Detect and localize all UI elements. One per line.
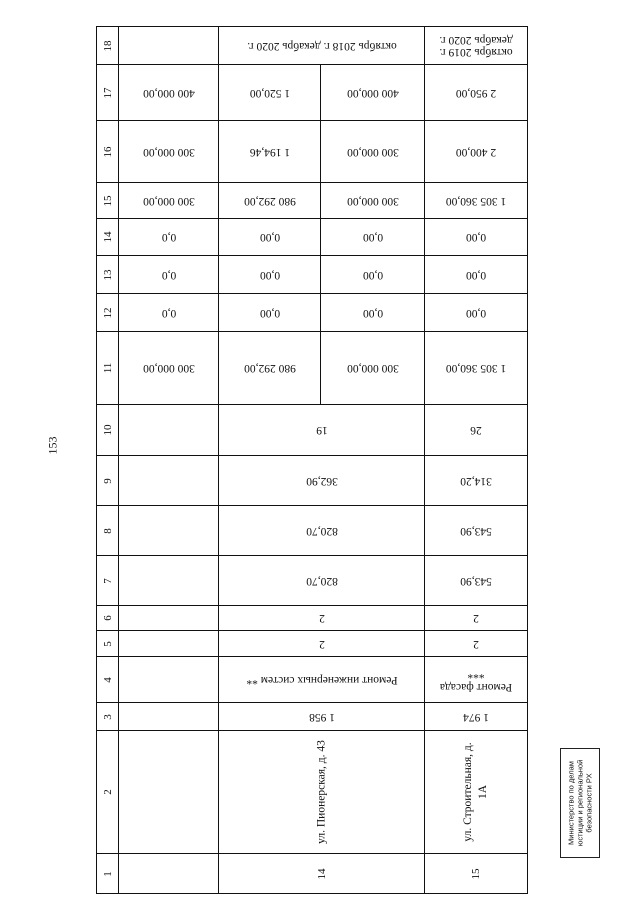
cell: 0,00 <box>321 256 425 294</box>
table-row <box>97 27 528 65</box>
header-cell-9: 9 <box>97 456 119 506</box>
cell <box>119 405 219 456</box>
cell: 0,0 <box>119 294 219 332</box>
cell: 300 000,00 <box>119 121 219 183</box>
cell: 980 292,00 <box>219 183 321 219</box>
cell <box>119 606 219 631</box>
header-cell-12: 12 <box>97 294 119 332</box>
header-cell-2: 2 <box>97 731 119 854</box>
table-row <box>97 556 528 606</box>
cell: 300 000,00 <box>321 183 425 219</box>
table-row <box>97 456 528 506</box>
cell: 0,00 <box>219 219 321 256</box>
table-row <box>97 183 528 219</box>
grid <box>96 26 528 894</box>
cell: 362,90 <box>219 456 425 506</box>
table-row <box>97 121 528 183</box>
table-row <box>97 65 528 121</box>
table-row <box>97 294 528 332</box>
cell: 0,00 <box>321 294 425 332</box>
cell: 0,0 <box>119 219 219 256</box>
cell: 19 <box>219 405 425 456</box>
cell: 0,00 <box>425 219 528 256</box>
cell <box>119 506 219 556</box>
header-cell-7: 7 <box>97 556 119 606</box>
table-row <box>97 854 528 894</box>
table-row <box>97 731 528 854</box>
cell: 400 000,00 <box>119 65 219 121</box>
cell: 1 194,46 <box>219 121 321 183</box>
page-number: 153 <box>45 436 60 455</box>
cell: 820,70 <box>219 506 425 556</box>
cell: Ремонт фасада *** <box>425 657 528 703</box>
header-cell-17: 17 <box>97 65 119 121</box>
cell: 300 000,00 <box>119 332 219 405</box>
cell: 1 305 360,00 <box>425 332 528 405</box>
cell: 820,70 <box>219 556 425 606</box>
header-cell-6: 6 <box>97 606 119 631</box>
header-cell-18: 18 <box>97 27 119 65</box>
cell: 26 <box>425 405 528 456</box>
cell <box>119 854 219 894</box>
cell: 300 000,00 <box>119 183 219 219</box>
cell <box>119 657 219 703</box>
cell: 980 292,00 <box>219 332 321 405</box>
table-row <box>97 256 528 294</box>
cell: 400 000,00 <box>321 65 425 121</box>
cell: 2 <box>219 606 425 631</box>
cell: 2 <box>425 606 528 631</box>
cell: 300 000,00 <box>321 332 425 405</box>
cell: 2 400,00 <box>425 121 528 183</box>
table-row <box>97 332 528 405</box>
table-row <box>97 219 528 256</box>
cell: ул. Строительная, д. 1А <box>425 731 528 854</box>
registration-stamp <box>560 748 600 858</box>
header-cell-11: 11 <box>97 332 119 405</box>
cell: Ремонт инженерных систем ** <box>219 657 425 703</box>
cell: октябрь 2018 г. декабрь 2020 г. <box>219 27 425 65</box>
cell: 0,00 <box>219 256 321 294</box>
capital-repair-table <box>96 26 527 879</box>
header-cell-1: 1 <box>97 854 119 894</box>
header-cell-16: 16 <box>97 121 119 183</box>
stamp-text: Министерство по делам юстиции и региональной безопасности РХ <box>566 759 594 847</box>
cell: ул. Пионерская, д. 43 <box>219 731 425 854</box>
cell: 2 950,00 <box>425 65 528 121</box>
cell <box>119 556 219 606</box>
cell: 15 <box>425 854 528 894</box>
cell: 1 958 <box>219 703 425 731</box>
cell: 0,00 <box>425 294 528 332</box>
cell: 314,20 <box>425 456 528 506</box>
cell <box>119 456 219 506</box>
cell: 14 <box>219 854 425 894</box>
header-cell-14: 14 <box>97 219 119 256</box>
table-row <box>97 631 528 657</box>
cell: 0,00 <box>321 219 425 256</box>
cell: 543,90 <box>425 506 528 556</box>
cell: 1 520,00 <box>219 65 321 121</box>
cell: 2 <box>219 631 425 657</box>
cell <box>119 631 219 657</box>
header-cell-13: 13 <box>97 256 119 294</box>
header-cell-10: 10 <box>97 405 119 456</box>
cell: 1 305 360,00 <box>425 183 528 219</box>
table-row <box>97 703 528 731</box>
table-row <box>97 606 528 631</box>
cell <box>119 27 219 65</box>
cell: 543,90 <box>425 556 528 606</box>
table-row <box>97 506 528 556</box>
header-cell-5: 5 <box>97 631 119 657</box>
cell: 0,0 <box>119 256 219 294</box>
cell <box>119 731 219 854</box>
cell: 0,00 <box>425 256 528 294</box>
cell: 1 974 <box>425 703 528 731</box>
header-cell-3: 3 <box>97 703 119 731</box>
cell: октябрь 2019 г. декабрь 2020 г. <box>425 27 528 65</box>
cell <box>119 703 219 731</box>
table-row <box>97 657 528 703</box>
header-cell-4: 4 <box>97 657 119 703</box>
header-cell-8: 8 <box>97 506 119 556</box>
table-row <box>97 405 528 456</box>
cell: 0,00 <box>219 294 321 332</box>
header-cell-15: 15 <box>97 183 119 219</box>
cell: 2 <box>425 631 528 657</box>
cell: 300 000,00 <box>321 121 425 183</box>
